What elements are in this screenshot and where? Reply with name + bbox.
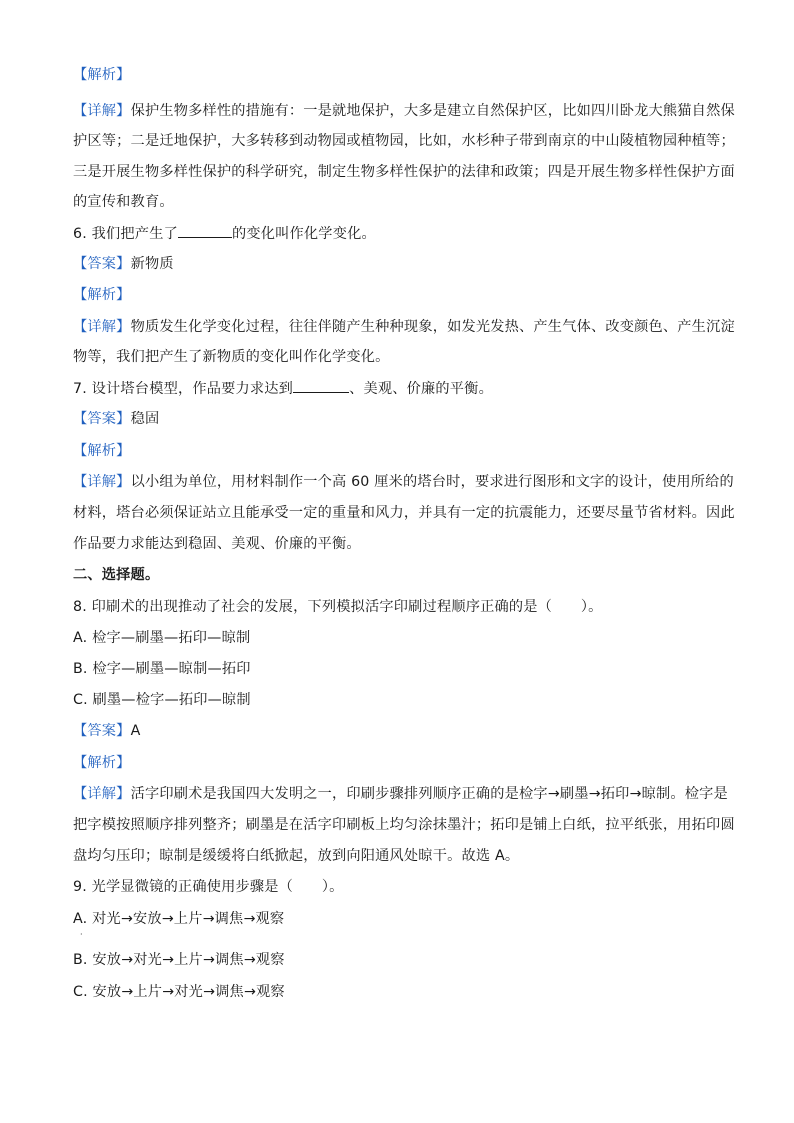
q6-analysis-label <box>73 285 723 305</box>
q6-answer-text: 新物质 <box>130 256 174 272</box>
q5-detail-line-2: 护区等；二是迁地保护，大多转移到动物园或植物园，比如，水杉种子带到南京的中山陵植物园种植等； <box>73 133 735 149</box>
q8-option-a: A. 检字—刷墨—拓印—晾制 <box>73 630 251 646</box>
q7-detail-line-1 <box>73 472 734 492</box>
analysis-label <box>73 65 723 85</box>
detail-tag: 【详解】 <box>73 474 131 490</box>
q9-option-a: A. 对光→安放→上片→调焦→观察 <box>73 911 285 927</box>
answer-tag: 【答案】 <box>73 411 131 427</box>
q8-question: 8. 印刷术的出现推动了社会的发展，下列模拟活字印刷过程顺序正确的是（ ）。 <box>73 599 603 615</box>
detail-tag: 【详解】 <box>73 319 131 335</box>
q6-suffix: 的变化叫作化学变化。 <box>231 226 376 242</box>
analysis-tag: 【解析】 <box>73 755 131 771</box>
q6-detail-text-1: 物质发生化学变化过程，往往伴随产生种种现象，如发光发热、产生气体、改变颜色、产生沉淀 <box>130 319 735 335</box>
q8-detail-line-1 <box>73 784 728 804</box>
q9-option-c: C. 安放→上片→对光→调焦→观察 <box>73 984 285 1000</box>
q8-answer <box>73 721 723 741</box>
q7-detail-line-2: 材料，塔台必须保证站立且能承受一定的重量和风力，并具有一定的抗震能力，还要尽量节省材料。因此 <box>73 505 735 521</box>
stray-dot: · <box>80 930 83 939</box>
analysis-tag: 【解析】 <box>73 443 131 459</box>
analysis-tag: 【解析】 <box>73 67 131 83</box>
q8-detail-text-1: 活字印刷术是我国四大发明之一，印刷步骤排列顺序正确的是检字→刷墨→拓印→晾制。检字是 <box>130 786 728 802</box>
section-heading: 二、选择题。 <box>73 567 160 583</box>
answer-tag: 【答案】 <box>73 723 131 739</box>
q5-detail-text-1: 保护生物多样性的措施有：一是就地保护，大多是建立自然保护区，比如四川卧龙大熊猫自然保 <box>130 103 735 119</box>
q7-analysis-label <box>73 441 723 461</box>
q7-question <box>73 378 723 399</box>
q8-option-c: C. 刷墨—检字—拓印—晾制 <box>73 692 251 708</box>
q6-prefix: 6. 我们把产生了 <box>73 226 178 242</box>
q8-detail-line-2: 把字模按照顺序排列整齐；刷墨是在活字印刷板上均匀涂抹墨汁；拓印是铺上白纸，拉平纸张，用拓印圆 <box>73 817 735 833</box>
q7-answer <box>73 409 723 429</box>
detail-tag: 【详解】 <box>73 786 131 802</box>
q7-detail-line-3: 作品要力求能达到稳固、美观、价廉的平衡。 <box>73 536 361 552</box>
q5-detail-line-1 <box>73 101 735 121</box>
answer-tag: 【答案】 <box>73 256 131 272</box>
q9-option-b: B. 安放→对光→上片→调焦→观察 <box>73 952 285 968</box>
q7-blank <box>293 378 349 393</box>
q6-detail-line-2: 物等，我们把产生了新物质的变化叫作化学变化。 <box>73 349 390 365</box>
q6-detail-line-1 <box>73 317 735 337</box>
q7-suffix: 、美观、价廉的平衡。 <box>349 381 493 397</box>
q7-prefix: 7. 设计塔台模型，作品要力求达到 <box>73 381 294 397</box>
analysis-tag: 【解析】 <box>73 287 131 303</box>
q7-detail-text-1: 以小组为单位，用材料制作一个高 60 厘米的塔台时，要求进行图形和文字的设计，使用所给的 <box>130 474 734 490</box>
q6-blank <box>178 223 232 238</box>
q9-question: 9. 光学显微镜的正确使用步骤是（ ）。 <box>73 879 344 895</box>
q6-question <box>73 223 723 244</box>
q8-detail-line-3: 盘均匀压印；晾制是缓缓将白纸掀起，放到向阳通风处晾干。故选 A。 <box>73 848 520 864</box>
detail-tag: 【详解】 <box>73 103 131 119</box>
q7-answer-text: 稳固 <box>130 411 160 427</box>
q5-detail-line-4: 的宣传和教育。 <box>73 194 174 210</box>
q8-option-b: B. 检字—刷墨—晾制—拓印 <box>73 661 251 677</box>
q8-answer-text: A <box>130 723 141 739</box>
q8-analysis-label <box>73 753 723 773</box>
q6-answer <box>73 254 723 274</box>
q5-detail-line-3: 三是开展生物多样性保护的科学研究，制定生物多样性保护的法律和政策；四是开展生物多样性保护方面 <box>73 164 735 180</box>
